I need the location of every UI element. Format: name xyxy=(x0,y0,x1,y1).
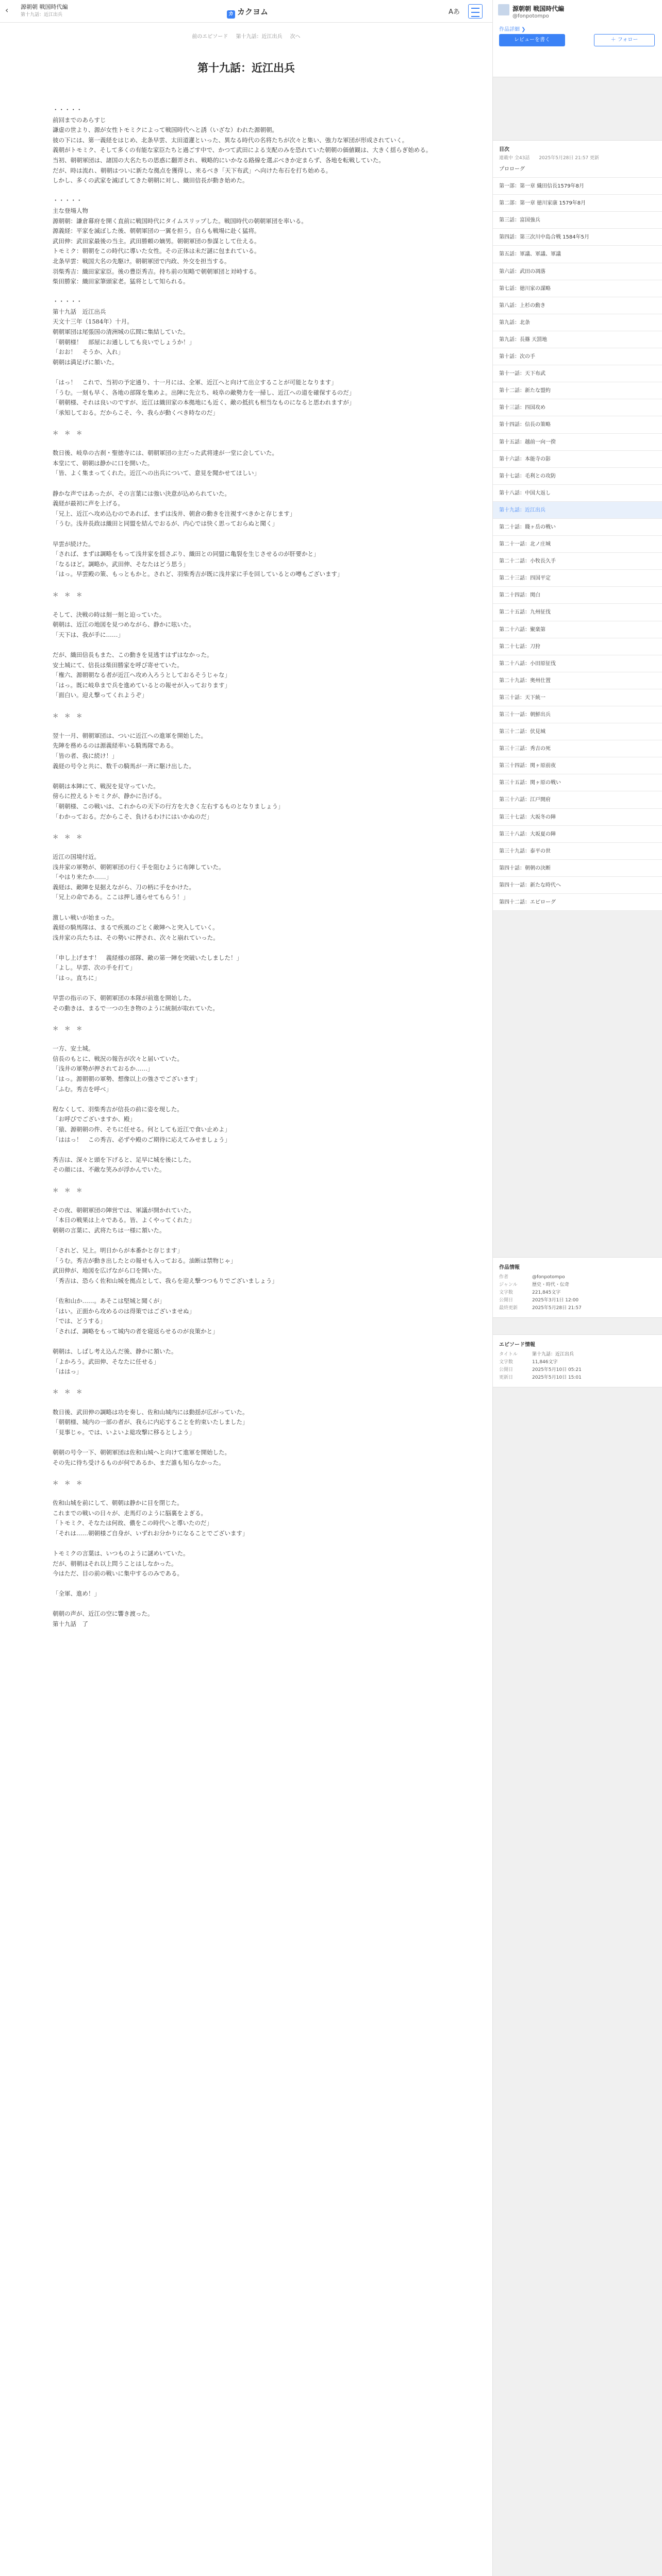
paragraph xyxy=(53,529,444,539)
info-value: 歴史・時代・伝奇 xyxy=(532,1282,570,1287)
paragraph: 佐和山城を前にして、朝朝は静かに目を閉じた。 xyxy=(53,1499,183,1506)
paragraph xyxy=(53,1094,444,1105)
paragraph: 「はっ。源朝朝の軍勢、想像以上の強さでございます」 xyxy=(53,1075,201,1082)
paragraph: 「よかろう。武田伸、そなたに任せる」 xyxy=(53,1358,159,1365)
toc-item[interactable]: 第三十六話：江戸開府 xyxy=(493,791,662,808)
toc-list xyxy=(493,161,662,911)
paragraph: だが、朝朝はそれ以上問うことはしなかった。 xyxy=(53,1560,177,1567)
sidebar xyxy=(492,0,662,2576)
paragraph xyxy=(53,479,444,489)
paragraph: 「皆、よく集まってくれた。近江への出兵について、意見を聞かせてほしい」 xyxy=(53,469,260,477)
toc-item[interactable]: 第十二話：新たな盟約 xyxy=(493,382,662,399)
paragraph: 武田伸：武田家最後の当主。武田勝頼の嫡男。朝朝軍団の参謀として仕える。 xyxy=(53,237,260,245)
work-info-heading: 作品情報 xyxy=(499,1265,520,1270)
paragraph: 「兄上の命である。ここは押し通らせてもらう！」 xyxy=(53,893,189,901)
toc-item[interactable]: 第三十三話：秀吉の死 xyxy=(493,740,662,757)
paragraph xyxy=(53,701,444,711)
paragraph: 「はい。正面から攻めるのは得策ではございませぬ」 xyxy=(53,1307,195,1315)
paragraph: 義朝がトモミク、そして多くの有能な家臣たちと過ごす中で、かつて武田による支配のみを恐れていた朝朝の価値観は、大きく揺らぎ始める。 xyxy=(53,146,432,154)
paragraph: 安土城にて、信長は柴田勝家を呼び寄せていた。 xyxy=(53,661,183,669)
paragraph: その顔には、不敵な笑みが浮かんでいた。 xyxy=(53,1166,166,1174)
paragraph: 「朝朝様、この戦いは、これからの天下の行方を大きく左右するものとなりましょう」 xyxy=(53,802,284,810)
paragraph: 「秀吉は、恐らく佐和山城を拠点として、我らを迎え撃つつもりでございましょう」 xyxy=(53,1277,278,1284)
toc-item[interactable]: 第四十話：朝朝の決断 xyxy=(493,860,662,877)
paragraph xyxy=(53,1236,444,1246)
info-value: 2025年5月28日 21:57 xyxy=(532,1306,582,1311)
paragraph: 天文十三年（1584年）十月。 xyxy=(53,318,133,326)
toc-item[interactable]: 第二十話：賤ヶ岳の戦い xyxy=(493,519,662,536)
paragraph xyxy=(53,1437,444,1448)
paragraph: 傍らに控えるトモミクが、静かに告げる。 xyxy=(53,792,166,800)
paragraph: 源朝朝：謙倉幕府を開く直前に戦国時代にタイムスリップした。戦国時代の朝朝軍団を率いる。 xyxy=(53,217,307,225)
paragraph xyxy=(53,822,444,832)
info-value: 2025年5月10日 15:01 xyxy=(532,1375,582,1380)
info-row xyxy=(499,1366,656,1374)
paragraph: 「はっ。既に岐阜まで兵を進めているとの報せが入っております」 xyxy=(53,681,230,689)
toc-item[interactable]: 第四十二話：エピローグ xyxy=(493,894,662,911)
chevron-left-icon[interactable]: ‹ xyxy=(5,5,9,15)
paragraph: 「承知しておる。だからこそ、今、我らが動くべき時なのだ」 xyxy=(53,409,219,416)
top-bar xyxy=(0,0,492,23)
paragraph xyxy=(53,1145,444,1155)
paragraph: 「天下は、我が手に……」 xyxy=(53,631,124,638)
paragraph xyxy=(53,186,444,196)
info-key: 文字数 xyxy=(499,1360,514,1365)
toc-item[interactable]: 第十話：次の手 xyxy=(493,348,662,365)
toc-item[interactable]: 第九話：長篠 天罰地 xyxy=(493,331,662,348)
info-key: 公開日 xyxy=(499,1367,514,1372)
next-episode-link[interactable]: 次へ xyxy=(290,34,301,40)
toc-item[interactable]: 第七話：徳川家の謀略 xyxy=(493,280,662,297)
paragraph: 「やはり来たか……」 xyxy=(53,873,112,881)
paragraph: 浅井家の軍勢が、朝朝軍団の行く手を阻むように布陣していた。 xyxy=(53,863,225,871)
paragraph: 義経が最初に声を上げる。 xyxy=(53,500,124,507)
paragraph: ＊ ＊ ＊ xyxy=(53,1186,82,1194)
paragraph: 第十九話 了 xyxy=(53,1620,88,1628)
paragraph: 「されば、調略をもって城内の者を寝返らせるのが良策かと」 xyxy=(53,1327,219,1335)
episode-nav xyxy=(0,32,492,40)
paragraph: 「権六、源朝朝なる者が近江へ攻め入ろうとしておるそうじゃな」 xyxy=(53,671,230,679)
paragraph: 朝朝の号令一下、朝朝軍団は佐和山城へと向けて進軍を開始した。 xyxy=(53,1448,230,1456)
info-value: 221,845文字 xyxy=(532,1290,561,1295)
paragraph: 静かな声ではあったが、その言葉には強い決意が込められていた。 xyxy=(53,489,230,497)
paragraph: ＊ ＊ ＊ xyxy=(53,590,82,598)
paragraph: 朝朝は、近江の地図を見つめながら、静かに呟いた。 xyxy=(53,621,195,629)
write-review-button[interactable]: レビューを書く xyxy=(499,34,565,46)
paragraph xyxy=(53,1286,444,1296)
paragraph: だが、時は流れ、朝朝はついに新たな拠点を獲得し、来るべき「天下布武」へ向けた布石を打ち始める。 xyxy=(53,166,332,174)
paragraph: 朝朝軍団は尾張国の清洲城の広間に集結していた。 xyxy=(53,328,189,336)
paragraph xyxy=(53,1034,444,1044)
work-card xyxy=(493,0,662,77)
info-key: 公開日 xyxy=(499,1298,514,1303)
toc-item[interactable]: 第二十八話：小田原征伐 xyxy=(493,655,662,672)
paragraph: 羽柴秀吉：織田家家臣。後の豊臣秀吉。持ち前の知略で朝朝軍団と対峙する。 xyxy=(53,267,260,275)
paragraph: 朝朝は、しばし考え込んだ後、静かに頷いた。 xyxy=(53,1348,177,1355)
sidebar-work-title[interactable]: 源朝朝 戦国時代編 xyxy=(512,5,565,12)
paragraph xyxy=(53,1195,444,1206)
hamburger-icon[interactable] xyxy=(468,4,483,19)
info-value: 2025年5月10日 05:21 xyxy=(532,1367,582,1372)
toc-item[interactable]: 第三話：富国強兵 xyxy=(493,212,662,229)
paragraph xyxy=(53,721,444,731)
paragraph: トモミクの言葉は、いつものように謎めいていた。 xyxy=(53,1549,189,1557)
paragraph: 「皆の者、我に続け！」 xyxy=(53,752,118,759)
paragraph: 「見事じゃ。では、いよいよ総攻撃に移るとしよう」 xyxy=(53,1428,195,1436)
paragraph: 信長のもとに、戦況の報告が次々と届いていた。 xyxy=(53,1055,183,1062)
paragraph: 「それは……朝朝様ご自身が、いずれお分かりになることでございます」 xyxy=(53,1529,249,1537)
follow-button[interactable]: ＋ フォロー xyxy=(594,34,655,46)
paragraph: 謙虚の世より、源が女性トモミクによって戦国時代へと誘（いざな）われた源朝朝。 xyxy=(53,126,278,134)
paragraph: 「では、どうする」 xyxy=(53,1317,106,1325)
paragraph xyxy=(53,600,444,610)
paragraph xyxy=(53,1377,444,1387)
paragraph: 「されど、兄上。明日からが本番かと存じます」 xyxy=(53,1247,183,1255)
paragraph xyxy=(53,418,444,428)
paragraph: 朝朝の声が、近江の空に響き渡った。 xyxy=(53,1610,154,1618)
site-name: カクヨム xyxy=(237,7,269,16)
paragraph: 主な登場人物 xyxy=(53,207,88,214)
toc-item[interactable]: 第二十二話：小牧長久手 xyxy=(493,553,662,570)
paragraph xyxy=(53,580,444,590)
toc-item[interactable]: 第三十九話：泰平の世 xyxy=(493,843,662,860)
info-value: 11,846文字 xyxy=(532,1360,558,1365)
episode-info-heading: エピソード情報 xyxy=(499,1342,535,1348)
toc-item[interactable]: 第二十五話：九州征伐 xyxy=(493,604,662,621)
kakuyomu-logo-icon: カ xyxy=(227,10,235,19)
paragraph: その先に待ち受けるものが何であるか、まだ誰も知らなかった。 xyxy=(53,1459,225,1466)
toc-item[interactable]: 第二十九話：奥州仕置 xyxy=(493,672,662,689)
paragraph xyxy=(53,1397,444,1408)
paragraph xyxy=(53,943,444,953)
toc-item[interactable]: 第二十七話：刀狩 xyxy=(493,638,662,655)
toc-item[interactable]: 第十四話：信長の策略 xyxy=(493,416,662,433)
paragraph: 一方、安土城。 xyxy=(53,1045,94,1053)
toc-item[interactable]: 第二部：第一章 徳川家康 1579年8月 xyxy=(493,195,662,212)
paragraph: 源義経：平家を滅ぼした後、朝朝軍団の一翼を担う。自らも戦場に赴く猛将。 xyxy=(53,227,260,235)
paragraph: 「面白い。迎え撃ってくれようぞ」 xyxy=(53,691,147,699)
paragraph xyxy=(53,1488,444,1498)
toc-item[interactable]: 第三十一話：朝鮮出兵 xyxy=(493,706,662,723)
paragraph: ・・・・・ xyxy=(53,197,82,205)
paragraph xyxy=(53,771,444,782)
toc-item[interactable]: 第十五話：越前一向一揆 xyxy=(493,434,662,451)
paragraph xyxy=(53,287,444,297)
info-value: 第十九話：近江出兵 xyxy=(532,1352,574,1357)
paragraph: その動きは、まるで一つの生き物のように統制が取れていた。 xyxy=(53,1004,219,1012)
info-key: タイトル xyxy=(499,1352,518,1357)
info-value: @fonpotompo xyxy=(532,1275,565,1280)
paragraph: だが、織田信長もまた、この動きを見逃すはずはなかった。 xyxy=(53,651,213,659)
toc-item[interactable]: 第十八話：中国大返し xyxy=(493,485,662,502)
paragraph: 「浅井の軍勢が押されておるか……」 xyxy=(53,1065,154,1073)
toc-item[interactable]: 第五話：軍議、軍議、軍議 xyxy=(493,246,662,263)
paragraph: 本堂にて、朝朝は静かに口を開いた。 xyxy=(53,459,154,467)
paragraph: 「わかっておる。だからこそ、負けるわけにはいかぬのだ」 xyxy=(53,812,213,820)
paragraph: 朝朝の言葉に、武将たちは一様に頷いた。 xyxy=(53,1226,166,1234)
paragraph: 義経の号令と共に、数千の騎馬が一斉に駆け出した。 xyxy=(53,762,195,770)
sidebar-author[interactable]: @fonpotompo xyxy=(512,13,549,19)
paragraph: 今はただ、目の前の戦いに集中するのみである。 xyxy=(53,1570,183,1578)
paragraph xyxy=(53,1336,444,1347)
paragraph: 「朝朝様、城内の一部の者が、我らに内応することを約束いたしました」 xyxy=(53,1418,249,1426)
paragraph xyxy=(53,1599,444,1609)
toc-item[interactable]: 第三十五話：関ヶ原の戦い xyxy=(493,774,662,791)
paragraph: 前回までのあらすじ xyxy=(53,116,106,124)
paragraph: 「されば、まずは調略をもって浅井家を揺さぶり、織田との同盟に亀裂を生じさせるのが肝要かと」 xyxy=(53,550,320,558)
toc-item[interactable]: 第三十四話：関ヶ原前夜 xyxy=(493,757,662,774)
paragraph: 近江の国境付近。 xyxy=(53,853,100,860)
info-key: ジャンル xyxy=(499,1282,518,1287)
paragraph: 第十九話 近江出兵 xyxy=(53,308,106,315)
paragraph: 数日後、岐阜の古刹・聖徳寺には、朝朝軍団の主だった武将達が一堂に会していた。 xyxy=(53,449,278,457)
episode-info-box xyxy=(493,1334,662,1387)
paragraph: 「はっ。直ちに」 xyxy=(53,974,100,982)
paragraph: 「うむ。秀吉が動き出したとの報せも入っておる。油断は禁物じゃ」 xyxy=(53,1257,237,1264)
paragraph: これまでの戦いの日々が、走馬灯のように脳裏をよぎる。 xyxy=(53,1509,207,1517)
paragraph: ・・・・・ xyxy=(53,298,82,306)
paragraph: 「本日の戦果は上々である。皆、よくやってくれた」 xyxy=(53,1216,195,1224)
prev-episode-link[interactable]: 前のエピソード xyxy=(192,34,228,40)
paragraph: 翌十一月、朝朝軍団は、ついに近江への進軍を開始した。 xyxy=(53,732,207,739)
work-cover-thumbnail[interactable] xyxy=(498,4,509,15)
paragraph: 「全軍、進め！」 xyxy=(53,1590,100,1598)
info-row xyxy=(499,1374,656,1382)
toc-item[interactable]: 第三十七話：大坂冬の陣 xyxy=(493,809,662,826)
toc-heading: 目次 xyxy=(499,147,509,152)
paragraph: 義経は、敵陣を見据えながら、刀の柄に手をかけた。 xyxy=(53,883,195,891)
toc-item[interactable]: 第四話：第三次川中島合戦 1584年5月 xyxy=(493,229,662,246)
paragraph: ＊ ＊ ＊ xyxy=(53,1479,82,1486)
toc-item[interactable]: プロローグ xyxy=(493,161,662,178)
toc-item[interactable]: 第六話：武田の凋落 xyxy=(493,263,662,280)
info-row xyxy=(499,1289,656,1297)
paragraph xyxy=(53,903,444,913)
toc-item[interactable]: 第二十三話：四国平定 xyxy=(493,570,662,587)
paragraph xyxy=(53,1538,444,1549)
paragraph: その夜、朝朝軍団の陣営では、軍議が開かれていた。 xyxy=(53,1206,195,1214)
paragraph: 「トモミク、そなたは何故、儂をこの時代へと導いたのだ」 xyxy=(53,1519,213,1527)
text-size-button[interactable]: Aあ xyxy=(449,8,460,16)
paragraph xyxy=(53,1468,444,1478)
paragraph: 「お呼びでございますか、殿」 xyxy=(53,1115,136,1123)
paragraph xyxy=(53,1175,444,1185)
paragraph: 彼の下には、第一義経をはじめ、北条早雲、太田道灌といった、異なる時代の名将たちが次々と集い、強力な軍団が形成されていく。 xyxy=(53,136,408,144)
info-row xyxy=(499,1281,656,1289)
toc-item[interactable]: 第八話：上杉の動き xyxy=(493,297,662,314)
toc-item[interactable]: 第十一話：天下布武 xyxy=(493,365,662,382)
info-row xyxy=(499,1297,656,1304)
paragraph: 浅井家の兵たちは、その勢いに押され、次々と崩れていった。 xyxy=(53,934,219,941)
paragraph: そして、決戦の時は刻一刻と迫っていた。 xyxy=(53,611,166,618)
toc-item[interactable]: 第二十四話：関白 xyxy=(493,587,662,604)
paragraph: 先陣を務めるのは源義経率いる騎馬隊である。 xyxy=(53,742,177,750)
paragraph: ＊ ＊ ＊ xyxy=(53,711,82,719)
paragraph: 「うむ。一刻も早く、各地の部隊を集めよ。出陣に先立ち、岐阜の敵勢力を一掃し、近江への道を確保するのだ」 xyxy=(53,388,355,396)
info-key: 更新日 xyxy=(499,1375,514,1380)
paragraph: 「ははっ！ この秀吉、必ずや殿のご期待に応えてみせましょう」 xyxy=(53,1136,230,1143)
toc-item[interactable]: 第二十一話：北ノ庄城 xyxy=(493,536,662,553)
site-logo[interactable] xyxy=(227,6,268,19)
paragraph: 柴田勝家：織田家筆頭家老。猛将として知られる。 xyxy=(53,278,189,285)
paragraph: 「申し上げます！ 義経様の部隊、敵の第一陣を突破いたしました！」 xyxy=(53,954,242,961)
paragraph: ＊ ＊ ＊ xyxy=(53,833,82,840)
toc-item[interactable]: 第十三話：四国攻め xyxy=(493,399,662,416)
paragraph: 「うむ。浅井長政は織田と同盟を結んでおるが、内心では快く思っておらぬと聞く」 xyxy=(53,520,278,528)
paragraph: 「猿、源朝朝の件、そちに任せる。何としても近江で食い止めよ」 xyxy=(53,1125,230,1133)
paragraph: 「朝朝様、それは良いのですが、近江は織田家の本拠地にも近く、敵の抵抗も相当なものになると思われますが」 xyxy=(53,399,355,406)
info-row xyxy=(499,1274,656,1281)
toc-item[interactable]: 第三十話：天下統一 xyxy=(493,689,662,706)
paragraph xyxy=(53,438,444,449)
paragraph: 「ははっ」 xyxy=(53,1368,82,1376)
paragraph xyxy=(53,1013,444,1024)
paragraph xyxy=(53,367,444,378)
paragraph: 朝朝は満足げに頷いた。 xyxy=(53,358,118,366)
paragraph: 北条早雲：戦国大名の先駆け。朝朝軍団で内政、外交を担当する。 xyxy=(53,257,230,265)
toc-item[interactable]: 第二十六話：聚楽第 xyxy=(493,621,662,638)
paragraph: 朝朝は本陣にて、戦況を見守っていた。 xyxy=(53,782,159,790)
info-row xyxy=(499,1359,656,1366)
paragraph: 武田伸が、地図を広げながら口を開いた。 xyxy=(53,1267,166,1275)
toc-item[interactable]: 第三十八話：大坂夏の陣 xyxy=(493,826,662,843)
paragraph: ＊ ＊ ＊ xyxy=(53,1025,82,1032)
header-work-title: 源朝朝 戦国時代編 xyxy=(21,4,68,10)
paragraph: 「はっ。早雲殿の策、もっともかと。されど、羽柴秀吉が既に浅井家に手を回しているとの噂もございます」 xyxy=(53,570,343,578)
toc-item[interactable]: 第十六話：本能寺の影 xyxy=(493,451,662,468)
toc-meta: 連載中 全43話 2025年5月28日 21:57 更新 xyxy=(499,156,600,161)
paragraph: 「はっ！ これで、当初の予定通り、十一月には、全軍、近江へと向けて出立することが可能となります」 xyxy=(53,379,337,386)
paragraph: 「ふむ。秀吉を呼べ」 xyxy=(53,1085,112,1093)
paragraph: 早雲が続けた。 xyxy=(53,540,94,548)
toc-item[interactable]: 第一部：第一章 織田信長1579年8月 xyxy=(493,178,662,195)
info-value: 2025年3月1日 12:00 xyxy=(532,1298,579,1303)
header-title-block[interactable] xyxy=(21,3,175,19)
paragraph xyxy=(53,1579,444,1589)
current-episode-crumb: 第十九話：近江出兵 xyxy=(236,34,283,40)
toc-item[interactable]: 第十九話：近江出兵 xyxy=(493,502,662,519)
info-key: 文字数 xyxy=(499,1290,514,1295)
toc-item[interactable]: 第十七話：毛利との攻防 xyxy=(493,468,662,485)
paragraph: ＊ ＊ ＊ xyxy=(53,429,82,436)
paragraph: ＊ ＊ ＊ xyxy=(53,1388,82,1396)
info-row xyxy=(499,1351,656,1359)
paragraph: 「よし。早雲、次の手を打て」 xyxy=(53,964,136,972)
toc-item[interactable]: 第九話：北条 xyxy=(493,314,662,331)
header-episode-title: 第十九話：近江出兵 xyxy=(21,12,63,18)
info-key: 作者 xyxy=(499,1275,509,1280)
paragraph: 「朝朝様！ 部屋にお通ししても良いでしょうか！」 xyxy=(53,338,195,346)
paragraph: ・・・・・ xyxy=(53,106,82,113)
paragraph: 「なるほど。調略か。武田伸、そなたはどう思う」 xyxy=(53,560,189,568)
paragraph: 「佐和山か……。あそこは堅城と聞くが」 xyxy=(53,1297,166,1305)
paragraph: しかし、多くの武家を滅ぼしてきた朝朝に対し、織田信長が動き始めた。 xyxy=(53,177,249,184)
work-detail-link[interactable]: 作品詳細 ❯ xyxy=(499,27,526,32)
info-key: 最終更新 xyxy=(499,1306,518,1311)
paragraph xyxy=(53,842,444,852)
reader-pane xyxy=(0,23,492,2576)
paragraph: 激しい戦いが始まった。 xyxy=(53,913,118,921)
work-info-box xyxy=(493,1257,662,1318)
paragraph: 程なくして、羽柴秀吉が信長の前に姿を現した。 xyxy=(53,1105,183,1113)
toc-item[interactable]: 第四十一話：新たな時代へ xyxy=(493,877,662,894)
paragraph xyxy=(53,984,444,994)
info-row xyxy=(499,1304,656,1312)
paragraph: 数日後、武田伸の調略は功を奏し、佐和山城内には動揺が広がっていた。 xyxy=(53,1408,249,1416)
paragraph: 早雲の指示の下、朝朝軍団の本隊が前進を開始した。 xyxy=(53,994,195,1002)
chapter-title: 第十九話：近江出兵 xyxy=(197,62,295,74)
paragraph: 当初、朝朝軍団は、諸国の大名たちの思惑に翻弄され、戦略的にいかなる路線を選ぶべきか定まらず、各地を転戦していた。 xyxy=(53,156,385,164)
paragraph: トモミク：朝朝をこの時代に導いた女性。その正体は未だ謎に包まれている。 xyxy=(53,247,260,255)
episode-body xyxy=(53,105,444,1630)
toc-item[interactable]: 第三十二話：伏見城 xyxy=(493,723,662,740)
paragraph: 「おお！ そうか、入れ」 xyxy=(53,348,124,356)
paragraph xyxy=(53,640,444,650)
paragraph: 「兄上、近江へ攻め込むのであれば、まずは浅井、朝倉の動きを注視すべきかと存じます」 xyxy=(53,510,296,517)
paragraph: 義経の騎馬隊は、まるで疾風のごとく敵陣へと突入していく。 xyxy=(53,924,219,931)
paragraph: 秀吉は、深々と頭を下げると、足早に城を後にした。 xyxy=(53,1156,195,1163)
